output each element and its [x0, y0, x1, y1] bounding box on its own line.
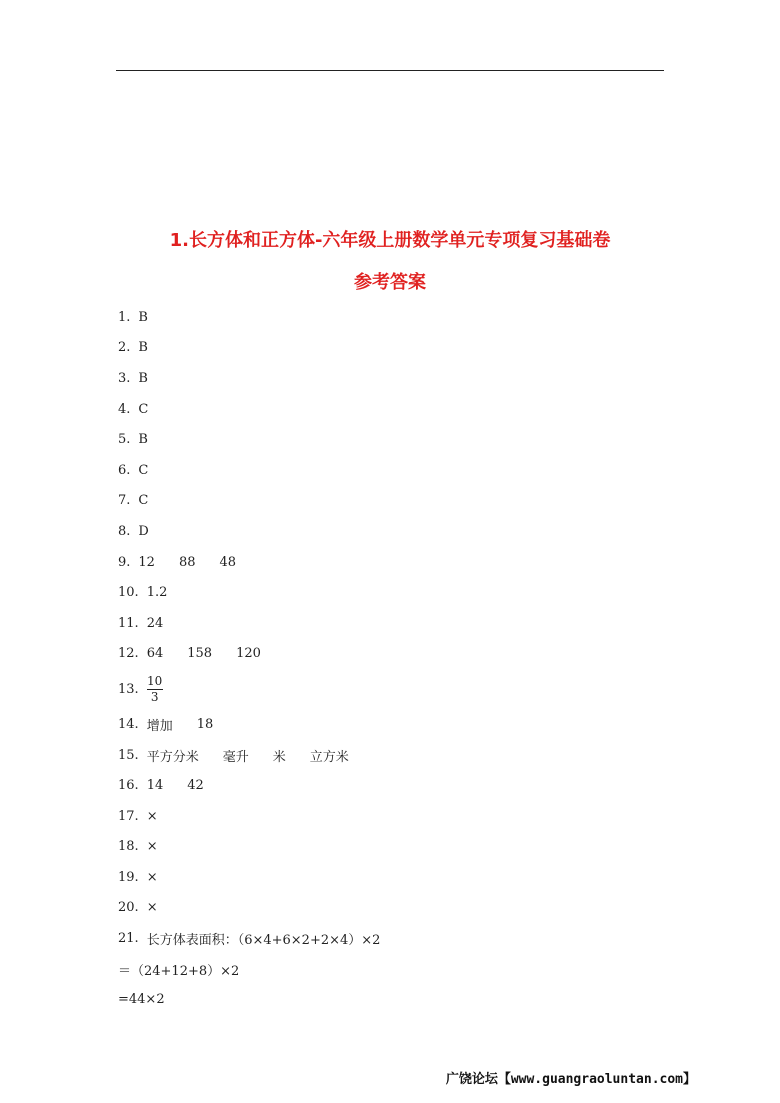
document-subtitle: 参考答案	[354, 272, 426, 293]
document-title: 1.长方体和正方体-六年级上册数学单元专项复习基础卷	[169, 230, 611, 251]
answer-row	[118, 740, 678, 771]
answer-row	[118, 770, 678, 801]
answer-number: 11.	[118, 615, 139, 631]
answer-row	[118, 363, 678, 394]
answer-value: 增加	[146, 718, 173, 734]
answer-value: 1.2	[146, 585, 168, 601]
answer-list	[118, 302, 678, 1015]
answer-value: ×	[146, 869, 158, 885]
answer-value: =44×2	[118, 992, 165, 1008]
answer-row	[118, 455, 678, 486]
answer-value: C	[138, 493, 149, 509]
answer-value: 42	[187, 778, 204, 794]
answer-row	[118, 333, 678, 364]
answer-number: 10.	[118, 585, 139, 601]
answer-value: 12	[138, 554, 155, 570]
answer-number: 9.	[118, 554, 131, 570]
answer-row	[118, 954, 678, 985]
answer-value: ×	[146, 839, 158, 855]
answer-row	[118, 486, 678, 517]
header-rule	[116, 70, 664, 71]
answer-row	[118, 608, 678, 639]
answer-value: 48	[219, 554, 237, 570]
answer-row	[118, 424, 678, 455]
answer-number: 17.	[118, 808, 139, 824]
answer-fraction	[147, 675, 163, 704]
answer-number: 21.	[118, 931, 139, 947]
answer-value: 88	[178, 554, 196, 570]
answer-row	[118, 801, 678, 832]
answer-number: 16.	[118, 778, 139, 794]
answer-number: 8.	[118, 523, 131, 539]
answer-value: C	[138, 462, 149, 478]
answer-number: 4.	[118, 401, 131, 417]
answer-number: 5.	[118, 432, 131, 448]
answer-number: 2.	[118, 340, 131, 356]
answer-value: ×	[146, 808, 158, 824]
answer-row	[118, 984, 678, 1015]
answer-value: 长方体表面积：（6×4+6×2+2×4）×2	[146, 933, 381, 949]
answer-number: 18.	[118, 839, 139, 855]
answer-number: 14.	[118, 716, 139, 732]
answer-value: B	[138, 340, 148, 356]
answer-value: 120	[236, 646, 261, 662]
footer-watermark: 广饶论坛【www.guangraoluntan.com】	[445, 1072, 696, 1087]
answer-row	[118, 669, 678, 709]
answer-value: B	[138, 432, 148, 448]
answer-row	[118, 709, 678, 740]
answer-value: 18	[196, 716, 214, 732]
answer-number: 13.	[118, 681, 139, 697]
answer-value: 158	[187, 646, 213, 662]
answer-number: 3.	[118, 370, 131, 386]
answer-row	[118, 394, 678, 425]
answer-number: 7.	[118, 493, 131, 509]
answer-value: 毫升	[222, 749, 249, 765]
answer-row	[118, 547, 678, 578]
answer-value: 米	[272, 749, 286, 765]
answer-row	[118, 893, 678, 924]
answer-value: 24	[146, 615, 164, 631]
answer-value: 平方分米	[146, 749, 199, 765]
answer-row	[118, 577, 678, 608]
answer-value: ＝（24+12+8）×2	[118, 963, 240, 979]
answer-value: C	[138, 401, 149, 417]
answer-number: 1.	[118, 309, 131, 325]
answer-value: D	[138, 523, 149, 539]
answer-value: 64	[146, 646, 164, 662]
answer-number: 19.	[118, 869, 139, 885]
answer-number: 15.	[118, 747, 139, 763]
answer-row	[118, 302, 678, 333]
fraction-numerator: 10	[147, 673, 163, 688]
answer-number: 6.	[118, 462, 131, 478]
answer-value: 14	[146, 778, 164, 794]
answer-row	[118, 923, 678, 954]
answer-row	[118, 862, 678, 893]
answer-value: 立方米	[309, 749, 349, 765]
answer-value: ×	[146, 900, 158, 916]
answer-row	[118, 516, 678, 547]
answer-row	[118, 639, 678, 670]
answer-row	[118, 832, 678, 863]
answer-value: B	[138, 370, 148, 386]
answer-number: 20.	[118, 900, 139, 916]
answer-value: B	[138, 309, 148, 325]
fraction-denominator: 3	[150, 689, 159, 704]
answer-number: 12.	[118, 646, 139, 662]
